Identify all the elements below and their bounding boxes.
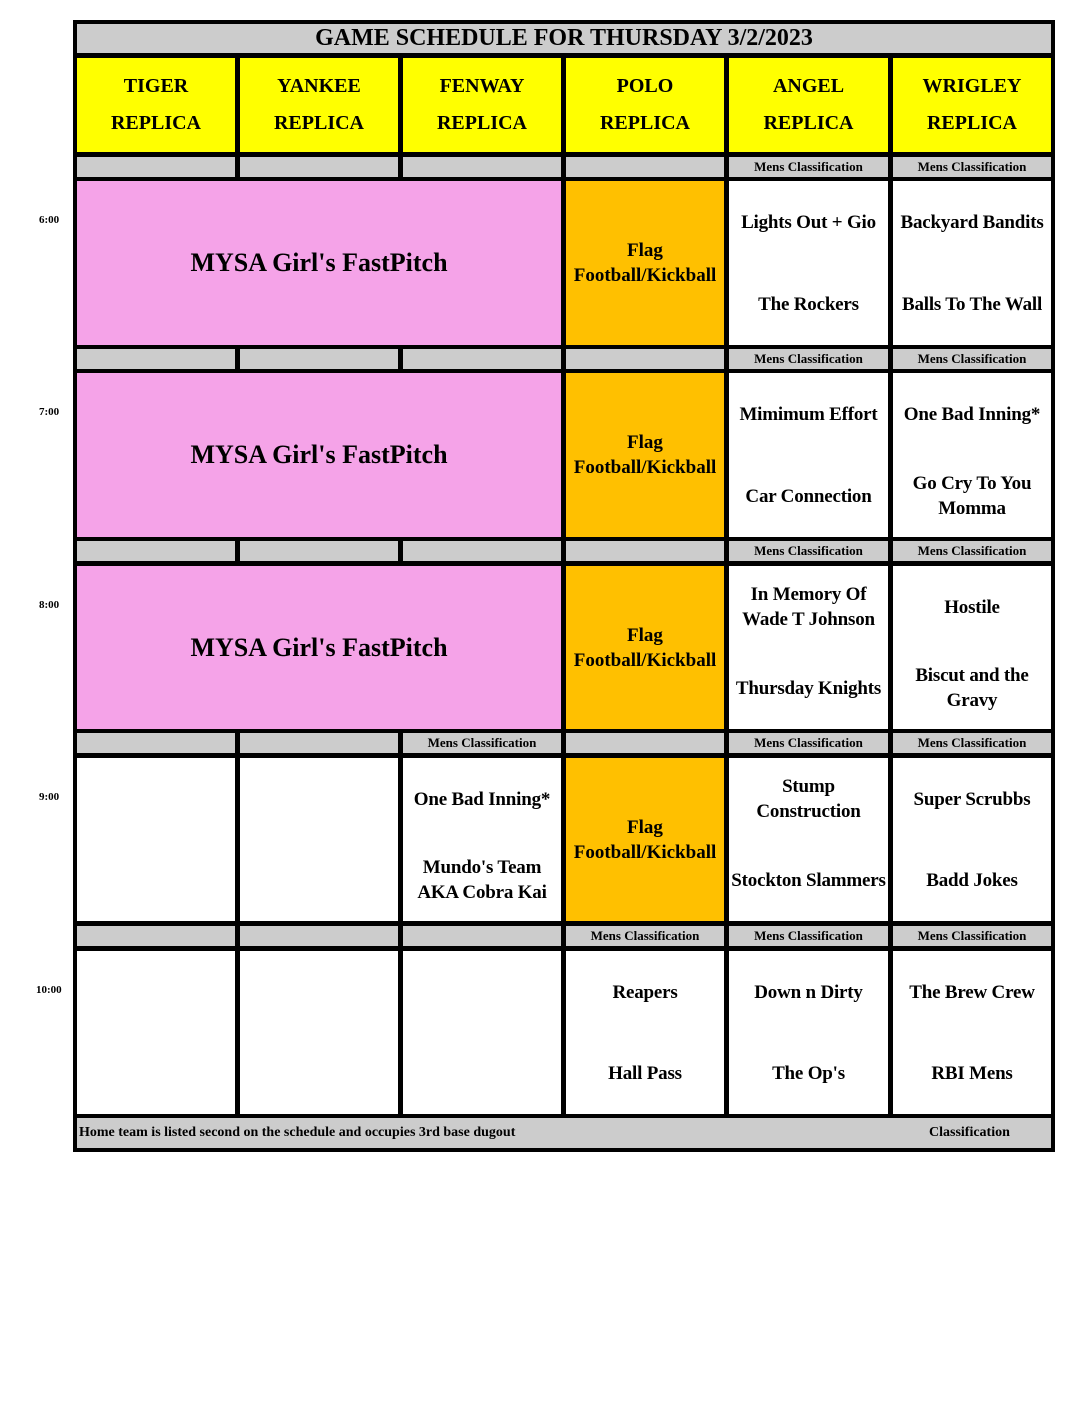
footer-bar [77,1118,1051,1148]
field-header-yankee [240,58,398,152]
away-team: Reapers [612,981,678,1003]
game-angel-1000 [729,951,888,1114]
field-header-polo [566,58,724,152]
field-header-fenway [403,58,561,152]
class-band [240,541,398,561]
class-band [77,157,235,177]
game-angel-800 [729,566,888,729]
away-team: In Memory Of Wade T Johnson [742,584,875,630]
footer-classification: Classification [929,1125,1010,1140]
class-band [77,541,235,561]
home-team: Biscut and the Gravy [915,665,1029,711]
class-band-fenway: Mens Classification [403,733,561,753]
time-label: 10:00 [36,984,62,996]
schedule-title: GAME SCHEDULE FOR THURSDAY 3/2/2023 [77,24,1051,53]
home-team: Mundo's Team AKA Cobra Kai [417,857,547,903]
field-sub: REPLICA [436,112,527,134]
game-polo-1000 [566,951,724,1114]
away-team: The Brew Crew [909,981,1035,1003]
home-team: Balls To The Wall [901,293,1043,315]
field-name: YANKEE [277,75,361,97]
class-band [566,157,724,177]
home-team: Stockton Slammers [731,869,886,891]
field-sub: REPLICA [599,112,690,134]
class-band [77,349,235,369]
class-band [566,541,724,561]
game-angel-900 [729,758,888,921]
field-header-angel [729,58,888,152]
class-band-angel: Mens Classification [729,349,888,369]
class-band [240,349,398,369]
field-sub: REPLICA [273,112,364,134]
class-band-angel: Mens Classification [729,157,888,177]
home-team: RBI Mens [931,1062,1013,1084]
home-team: The Rockers [758,293,859,315]
field-sub: REPLICA [763,112,854,134]
class-band [403,349,561,369]
flag-football-block: Flag Football/Kickball [566,181,724,345]
field-header-wrigley [893,58,1051,152]
class-band-angel: Mens Classification [729,541,888,561]
field-name: ANGEL [772,75,845,97]
class-band-angel: Mens Classification [729,926,888,946]
away-team: One Bad Inning* [413,788,551,810]
open-slot [240,951,398,1114]
home-team: Thursday Knights [735,677,882,699]
away-team: Stump Construction [756,776,861,822]
field-name: POLO [616,75,674,97]
class-band [403,157,561,177]
game-wrigley-1000 [893,951,1051,1114]
game-wrigley-600 [893,181,1051,345]
field-sub: REPLICA [926,112,1017,134]
home-team: Badd Jokes [926,869,1018,891]
class-band-wrigley: Mens Classification [893,733,1051,753]
away-team: Hostile [944,596,1000,618]
class-band [240,733,398,753]
class-band [77,733,235,753]
away-team: Super Scrubbs [913,788,1031,810]
class-band-angel: Mens Classification [729,733,888,753]
time-label: 8:00 [39,599,60,611]
game-angel-600 [729,181,888,345]
class-band-wrigley: Mens Classification [893,926,1051,946]
flag-football-block: Flag Football/Kickball [566,373,724,537]
home-team: The Op's [772,1062,845,1084]
field-sub: REPLICA [110,112,201,134]
open-slot [77,951,235,1114]
game-fenway-900 [403,758,561,921]
home-team: Hall Pass [608,1062,682,1084]
fastpitch-block: MYSA Girl's FastPitch [77,181,561,345]
time-label: 6:00 [39,214,60,226]
flag-football-block: Flag Football/Kickball [566,566,724,729]
class-band-wrigley: Mens Classification [893,157,1051,177]
home-team: Go Cry To You Momma [912,473,1032,519]
field-name: WRIGLEY [922,75,1022,97]
time-label: 7:00 [39,406,60,418]
class-band [403,541,561,561]
field-header-tiger [77,58,235,152]
class-band [566,733,724,753]
open-slot [240,758,398,921]
class-band-wrigley: Mens Classification [893,541,1051,561]
game-wrigley-700 [893,373,1051,537]
field-name: TIGER [123,75,189,97]
away-team: Down n Dirty [754,981,863,1003]
away-team: One Bad Inning* [903,403,1041,425]
class-band [566,349,724,369]
home-team: Car Connection [745,485,872,507]
open-slot [403,951,561,1114]
footer-note: Home team is listed second on the schedule and occupies 3rd base dugout [79,1125,516,1140]
time-label: 9:00 [39,791,60,803]
fastpitch-block: MYSA Girl's FastPitch [77,373,561,537]
game-angel-700 [729,373,888,537]
class-band [240,926,398,946]
class-band [77,926,235,946]
class-band-polo: Mens Classification [566,926,724,946]
flag-football-block: Flag Football/Kickball [566,758,724,921]
class-band-wrigley: Mens Classification [893,349,1051,369]
away-team: Lights Out + Gio [741,211,876,233]
class-band [403,926,561,946]
open-slot [77,758,235,921]
class-band [240,157,398,177]
away-team: Backyard Bandits [900,211,1044,233]
away-team: Mimimum Effort [739,403,878,425]
field-name: FENWAY [439,75,525,97]
fastpitch-block: MYSA Girl's FastPitch [77,566,561,729]
game-wrigley-900 [893,758,1051,921]
game-wrigley-800 [893,566,1051,729]
